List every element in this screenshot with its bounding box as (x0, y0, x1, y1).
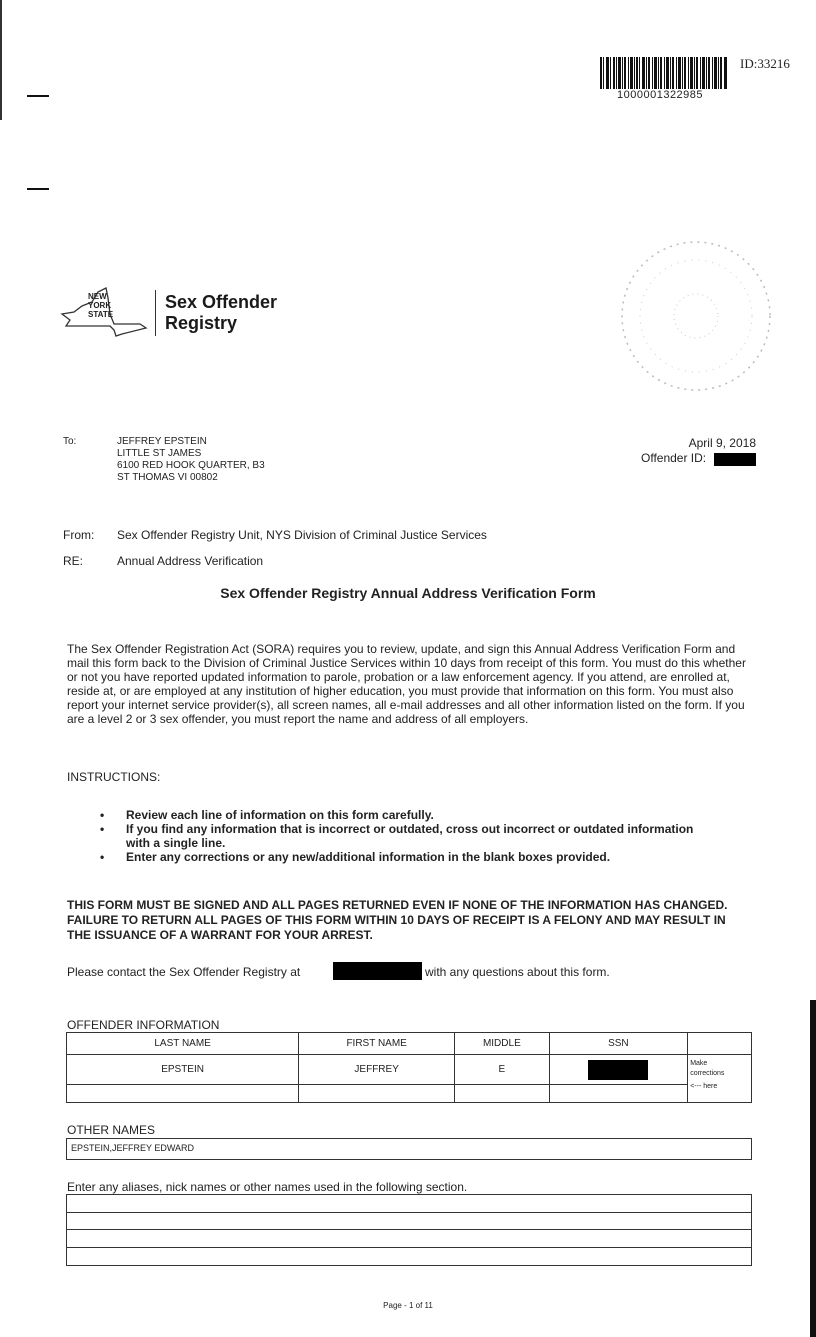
scan-edge-right (810, 1000, 816, 1337)
note-line: corrections (690, 1070, 725, 1077)
re-value: Annual Address Verification (117, 554, 264, 568)
note-line: Make (690, 1060, 708, 1067)
column-header-last-name: LAST NAME (67, 1033, 299, 1055)
aliases-prompt: Enter any aliases, nick names or other names used in the following section. (67, 1180, 468, 1194)
list-item: • Enter any corrections or any new/additional information in the blank boxes provided. (100, 850, 720, 864)
page-number: Page - 1 of 11 (383, 1301, 433, 1310)
corrections-note (688, 1055, 752, 1103)
logo-state-line: STATE (88, 310, 114, 319)
contact-text-before: Please contact the Sex Offender Registry at (67, 965, 301, 979)
address-line: LITTLE ST JAMES (117, 448, 202, 459)
list-item: • If you find any information that is incorrect or outdated, cross out incorrect or outdated information with a single line. (100, 822, 720, 850)
cell-ssn (549, 1055, 688, 1085)
column-header-middle: MIDDLE (455, 1033, 549, 1055)
column-header-first-name: FIRST NAME (299, 1033, 455, 1055)
offender-info-table (66, 1032, 752, 1103)
contact-text-after: with any questions about this form. (425, 965, 610, 979)
offender-id-redaction (714, 453, 756, 466)
barcode (600, 57, 727, 89)
recipient-address (117, 436, 265, 484)
logo-title-line: Sex Offender (165, 292, 278, 312)
document-id: ID:33216 (740, 56, 790, 71)
list-item: • Review each line of information on this form carefully. (100, 808, 720, 822)
correction-input-middle[interactable] (455, 1085, 549, 1103)
recipient-name: JEFFREY EPSTEIN (117, 436, 207, 447)
scan-edge-left (0, 0, 2, 120)
phone-redaction (333, 962, 422, 980)
address-line: ST THOMAS VI 00802 (117, 472, 218, 483)
correction-input-ssn[interactable] (549, 1085, 688, 1103)
barcode-number: 1000001322985 (617, 89, 704, 101)
other-names-value: EPSTEIN,JEFFREY EDWARD (71, 1143, 195, 1153)
column-header-ssn: SSN (549, 1033, 688, 1055)
ssn-redaction (588, 1060, 648, 1080)
from-value: Sex Offender Registry Unit, NYS Division of Criminal Justice Services (117, 528, 487, 542)
seal-stamp-icon (608, 232, 784, 400)
alias-line (66, 1247, 752, 1248)
logo-state-wordmark (88, 292, 113, 319)
correction-input-first-name[interactable] (299, 1085, 455, 1103)
correction-input-last-name[interactable] (67, 1085, 299, 1103)
offender-info-heading: OFFENDER INFORMATION (67, 1018, 220, 1032)
logo-state-line: NEW (88, 292, 107, 301)
warning-text: THIS FORM MUST BE SIGNED AND ALL PAGES RETURNED EVEN IF NONE OF THE INFORMATION HAS CHANGED. FAILURE TO RETURN ALL PAGES OF THIS FORM WITHIN 10 DAYS OF RECEIPT IS A FELONY AND MAY RESULT IN THE ISSUANCE OF A WARRANT FOR YOUR ARREST. (67, 898, 728, 942)
column-header-blank (688, 1033, 752, 1055)
intro-paragraph: The Sex Offender Registration Act (SORA) requires you to review, update, and sign this Annual Address Verification Form and mail this form back to the Division of Criminal Justice Services within 10 days from receipt of this form. You must do this whether or not you have reported updated information to parole, probation or a law enforcement agency. If you attend, are enrolled at, reside at, or are employed at any institution of higher education, you must provide that information on this form. You must also report your internet service provider(s), all screen names, all e-mail addresses and all other information listed on the form. If you are a level 2 or 3 sex offender, you must report the name and address of all employers. (67, 642, 746, 726)
from-label: From: (63, 528, 95, 542)
instructions-list (100, 808, 720, 864)
cell-middle: E (455, 1055, 549, 1085)
logo-title (165, 292, 277, 334)
to-label: To: (63, 436, 77, 447)
letter-date: April 9, 2018 (688, 436, 756, 450)
offender-id-label: Offender ID: (641, 451, 707, 465)
re-label: RE: (63, 554, 84, 568)
form-title: Sex Offender Registry Annual Address Verification Form (220, 585, 596, 601)
scan-mark (27, 95, 49, 97)
alias-line (66, 1229, 752, 1230)
alias-line (66, 1212, 752, 1213)
scan-mark (27, 188, 49, 190)
cell-first-name: JEFFREY (299, 1055, 455, 1085)
logo-separator (155, 290, 156, 336)
logo-state-line: YORK (88, 301, 112, 310)
address-line: 6100 RED HOOK QUARTER, B3 (117, 460, 265, 471)
aliases-box[interactable] (66, 1194, 752, 1266)
cell-last-name: EPSTEIN (67, 1055, 299, 1085)
note-line: <--- here (690, 1083, 718, 1090)
instructions-heading: INSTRUCTIONS: (67, 770, 161, 784)
logo-title-line: Registry (165, 313, 238, 333)
other-names-heading: OTHER NAMES (67, 1123, 156, 1137)
other-names-box (66, 1138, 752, 1160)
